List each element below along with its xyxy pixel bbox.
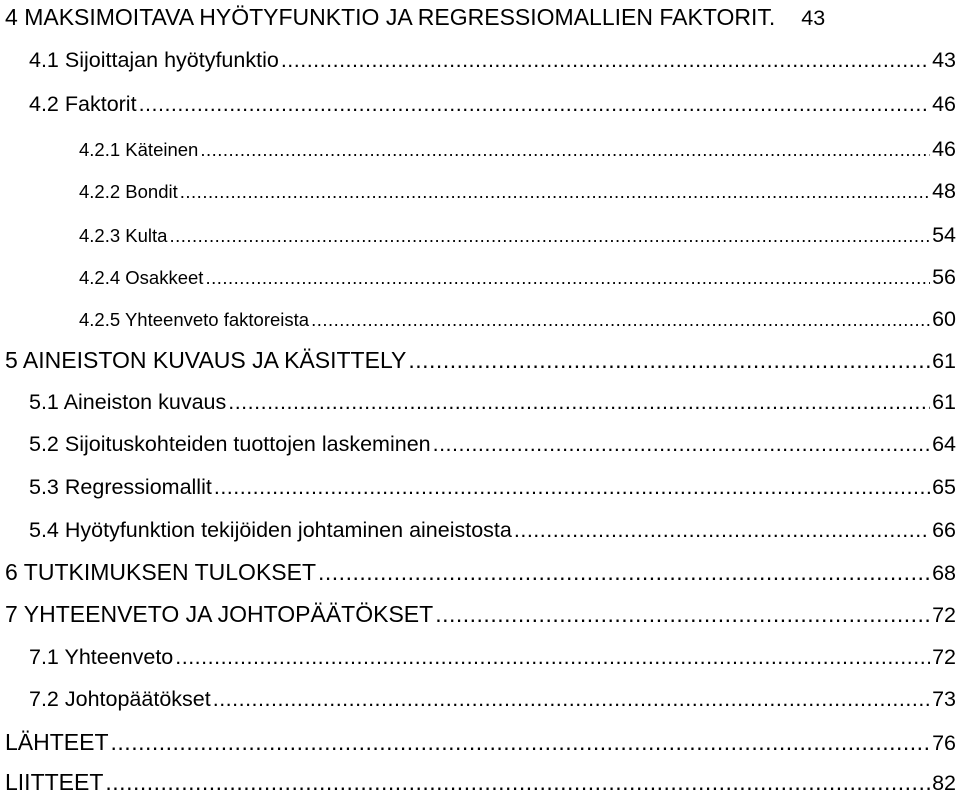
toc-leader: [205, 269, 930, 288]
toc-entry-page: 76: [932, 731, 956, 755]
toc-entry-title: 5.4 Hyötyfunktion tekijöiden johtaminen aineistosta: [29, 518, 512, 542]
toc-entry-title: LÄHTEET: [5, 729, 109, 755]
toc-entry[interactable]: [0, 309, 960, 331]
toc-entry-page: 68: [932, 561, 956, 585]
toc-entry[interactable]: [0, 647, 960, 669]
toc-entry[interactable]: [0, 434, 960, 456]
toc-entry-page: 72: [932, 603, 956, 627]
toc-entry-page: 66: [932, 518, 956, 542]
toc-leader: [214, 477, 930, 499]
toc-entry[interactable]: [0, 267, 960, 289]
toc-entry[interactable]: [0, 181, 960, 203]
toc-leader: [200, 141, 930, 160]
toc-leader: [228, 392, 930, 414]
toc-entry[interactable]: [0, 520, 960, 542]
toc-entry[interactable]: [0, 392, 960, 414]
toc-entry-title: 4.2.5 Yhteenveto faktoreista: [79, 309, 310, 330]
toc-entry-page: 46: [932, 92, 956, 116]
toc-leader: [281, 50, 930, 72]
toc-leader: [311, 311, 930, 330]
toc-entry[interactable]: [0, 94, 960, 116]
toc-entry-title: 5 AINEISTON KUVAUS JA KÄSITTELY: [5, 347, 407, 373]
toc-entry-title: 4.2 Faktorit: [29, 92, 137, 116]
toc-entry[interactable]: [0, 731, 960, 755]
toc-leader: [514, 520, 930, 542]
toc-entry[interactable]: [0, 477, 960, 499]
toc-entry[interactable]: [0, 603, 960, 627]
toc-entry[interactable]: [0, 689, 960, 711]
toc-entry-page: 43: [801, 6, 826, 30]
toc-entry-title: 4.2.1 Käteinen: [79, 139, 199, 160]
toc-entry-title: 5.3 Regressiomallit: [29, 475, 212, 499]
toc-entry[interactable]: [0, 139, 960, 161]
toc-entry-page: 72: [932, 645, 956, 669]
toc-entry-page: 54: [932, 223, 956, 247]
toc-entry-title: 4.2.3 Kulta: [79, 225, 168, 246]
toc-entry-title: 7.2 Johtopäätökset: [29, 687, 211, 711]
toc-leader: [111, 731, 931, 754]
toc-entry[interactable]: [0, 349, 960, 373]
toc-entry-title: 5.2 Sijoituskohteiden tuottojen laskeminen: [29, 432, 431, 456]
toc-entry-title: 4 MAKSIMOITAVA HYÖTYFUNKTIO JA REGRESSIOMALLIEN FAKTORIT.: [5, 4, 776, 30]
toc-entry[interactable]: [0, 50, 960, 72]
toc-entry-page: 61: [932, 349, 956, 373]
toc-leader: [169, 227, 930, 246]
toc-entry-page: 56: [932, 265, 956, 289]
toc-entry[interactable]: [0, 225, 960, 247]
toc-entry[interactable]: [0, 6, 960, 30]
toc-entry-title: 7 YHTEENVETO JA JOHTOPÄÄTÖKSET: [5, 601, 434, 627]
toc-entry[interactable]: [0, 771, 960, 795]
toc-entry-title: 6 TUTKIMUKSEN TULOKSET: [5, 559, 317, 585]
toc-entry-title: 4.2.4 Osakkeet: [79, 267, 204, 288]
toc-entry-page: 46: [932, 137, 956, 161]
toc-entry[interactable]: [0, 561, 960, 585]
toc-entry-page: 65: [932, 475, 956, 499]
toc-leader: [318, 561, 930, 584]
toc-entry-title: 7.1 Yhteenveto: [29, 645, 174, 669]
toc-leader: [433, 434, 930, 456]
toc-leader: [435, 603, 930, 626]
toc-entry-title: 5.1 Aineiston kuvaus: [29, 390, 227, 414]
toc-entry-page: 43: [932, 48, 956, 72]
toc-leader: [408, 349, 930, 372]
toc-leader: [180, 183, 930, 202]
toc-entry-page: 60: [932, 307, 956, 331]
toc-leader: [213, 689, 930, 711]
toc-entry-title: 4.2.2 Bondit: [79, 181, 178, 202]
toc-entry-page: 64: [932, 432, 956, 456]
toc-entry-page: 61: [932, 390, 956, 414]
toc-entry-page: 48: [932, 179, 956, 203]
toc-entry-page: 82: [932, 771, 956, 795]
toc-entry-page: 73: [932, 687, 956, 711]
toc-leader: [139, 94, 931, 116]
toc-entry-title: 4.1 Sijoittajan hyötyfunktio: [29, 48, 279, 72]
toc-leader: [175, 647, 930, 669]
toc-leader: [105, 771, 930, 794]
toc-entry-title: LIITTEET: [5, 769, 104, 795]
